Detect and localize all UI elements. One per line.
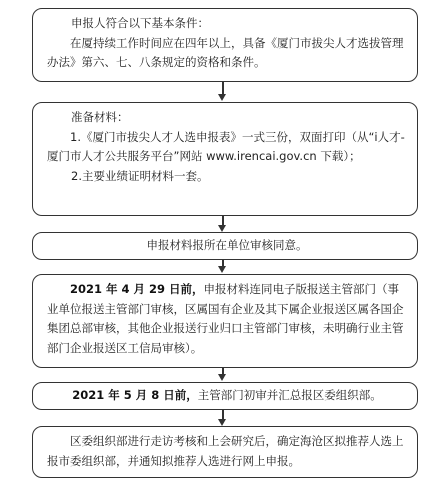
step-4-date: 2021 年 4 月 29 日前，: [70, 282, 204, 296]
step-4-text: 申报材料连同电子版报送主管部门（事业单位报送主管部门审核，区属国有企业及其下属企业报送区属各国企集团总部审核，其他企业报送行业归口主管部门审核，未明确行业主管部门企业报送区工信局审核）。: [47, 282, 404, 355]
step-2-materials-box: [32, 102, 418, 216]
step-6-final-box: [32, 426, 418, 478]
step-4-paragraph: [47, 280, 407, 358]
arrow-2-3: [222, 216, 224, 226]
step-2-title: 准备材料：: [71, 110, 129, 124]
arrow-5-6: [222, 410, 224, 420]
arrow-3-4: [222, 260, 224, 267]
step-2-item-2: 2.主要业绩证明材料一套。: [71, 168, 209, 183]
step-4-submit-box: [32, 274, 418, 368]
step-3-unit-review-box: [32, 232, 418, 260]
step-5-paragraph: [47, 386, 407, 406]
step-5-text: 主管部门初审并汇总报区委组织部。: [197, 388, 382, 402]
step-1-eligibility-box: [32, 8, 418, 82]
step-5-date: 2021 年 5 月 8 日前，: [72, 388, 198, 402]
step-2-item-1: 1.《厦门市拔尖人才人选申报表》一式三份，双面打印（从“i人才-厦门市人才公共服务平台”网站 www.irencai.gov.cn 下载）；: [47, 129, 405, 163]
step-1-body: 在厦持续工作时间应在四年以上，具备《厦门市拔尖人才选拔管理办法》第六、七、八条规定的资格和条件。: [47, 35, 404, 69]
arrow-1-2: [222, 82, 224, 95]
step-6-text: 区委组织部进行走访考核和上会研究后，确定海沧区拟推荐人选上报市委组织部，并通知拟推荐人选进行网上申报。: [47, 434, 404, 468]
step-1-title: 申报人符合以下基本条件：: [71, 16, 209, 30]
arrow-4-5: [222, 368, 224, 375]
step-3-text: 申报材料报所在单位审核同意。: [146, 238, 308, 252]
step-5-initial-review-box: [32, 382, 418, 410]
